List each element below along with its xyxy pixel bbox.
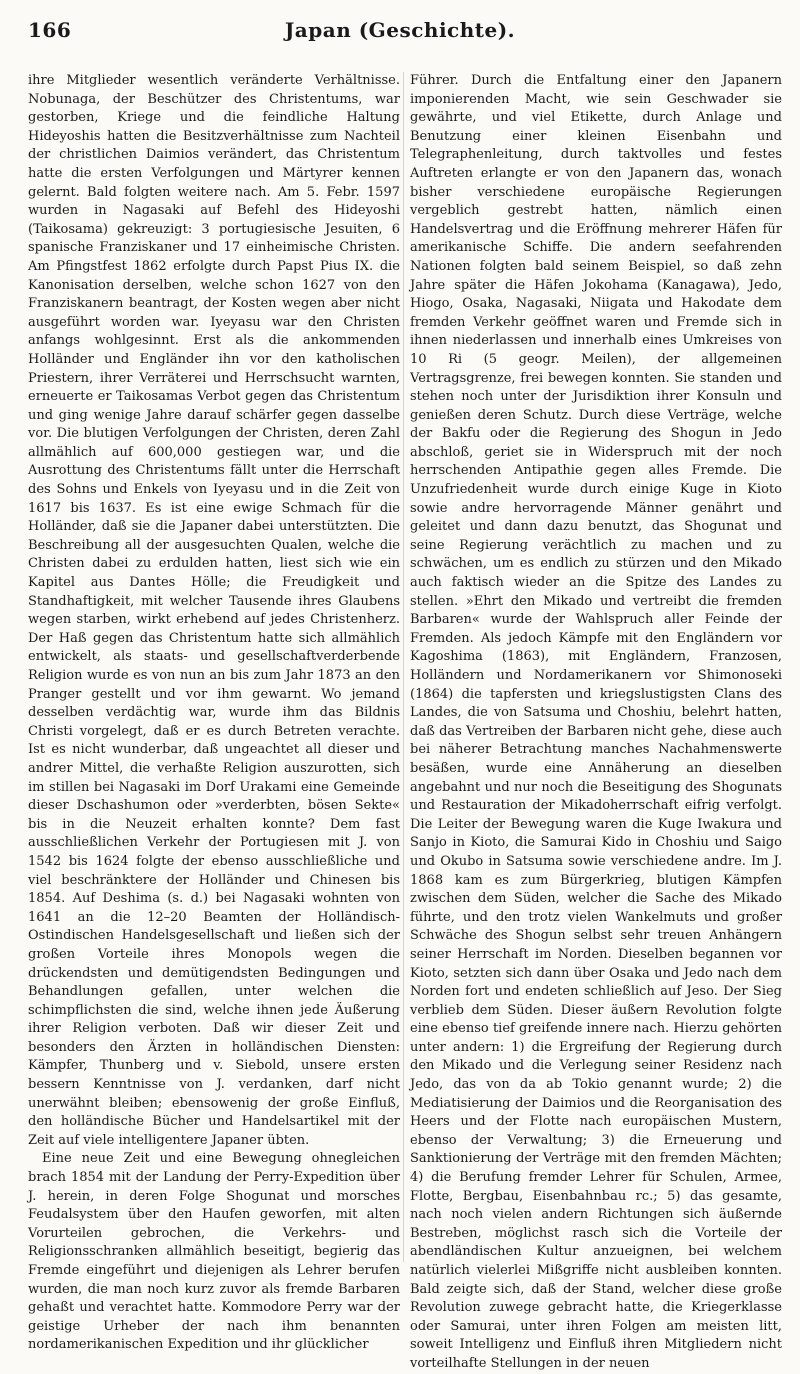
left-column [28,72,400,1355]
left-paragraph-1: ihre Mitglieder wesentlich veränderte Verhältnisse. Nobunaga, der Beschützer des Christentums, war gestorben, Kriege und die feindliche Haltung Hideyoshis hatten die Besitzverhältnisse zum Nachteil der christlichen Daimios verändert, das Christentum hatte die ersten Verfolgungen und Märtyrer kennen gelernt. Bald folgten weitere nach. Am 5. Febr. 1597 wurden in Nagasaki auf Befehl des Hideyoshi (Taikosama) gekreuzigt: 3 portugiesische Jesuiten, 6 spanische Franziskaner und 17 einheimische Christen. Am Pfingstfest 1862 erfolgte durch Papst Pius IX. die Kanonisation derselben, welche schon 1627 von den Franziskanern beantragt, der Kosten wegen aber nicht ausgeführt worden war. Iyeyasu war den Christen anfangs wohlgesinnt. Erst als die ankommenden Holländer und Engländer ihn vor den katholischen Priestern, ihrer Verräterei und Herrschsucht warnten, erneuerte er Taikosamas Verbot gegen das Christentum und ging wenige Jahre darauf schärfer gegen dasselbe vor. Die blutigen Verfolgungen der Christen, deren Zahl allmählich auf 600,000 gestiegen war, und die Ausrottung des Christentums fällt unter die Herrschaft des Sohns und Enkels von Iyeyasu und in die Zeit von 1617 bis 1637. Es ist eine ewige Schmach für die Holländer, daß sie die Japaner dabei unterstützten. Die Beschreibung all der ausgesuchten Qualen, welche die Christen dabei zu erdulden hatten, liest sich wie ein Kapitel aus Dantes Hölle; die Freudigkeit und Standhaftigkeit, mit welcher Tausende ihres Glaubens wegen starben, wirkt erhebend auf jedes Christenherz. Der Haß gegen das Christentum hatte sich allmählich entwickelt, als staats- und gesellschaftverderbende Religion wurde es von nun an bis zum Jahr 1873 an den Pranger gestellt und vor ihm gewarnt. Wo jemand desselben verdächtig war, wurde ihm das Bildnis Christi vorgelegt, daß er es durch Betreten verachte. Ist es nicht wunderbar, daß ungeachtet all dieser und andrer Mittel, die verhaßte Religion auszurotten, sich im stillen bei Nagasaki im Dorf Urakami eine Gemeinde dieser Dschashumon oder »verderbten, bösen Sekte« bis in die Neuzeit erhalten konnte? Dem fast ausschließlichen Verkehr der Portugiesen mit J. von 1542 bis 1624 folgte der ebenso ausschließliche und viel beschränktere der Holländer und Chinesen bis 1854. Auf Deshima (s. d.) bei Nagasaki wohnten von 1641 an die 12–20 Beamten der Holländisch-Ostindischen Handelsgesellschaft und ließen sich der großen Vorteile ihres Monopols wegen die drückendsten und demütigendsten Bedingungen und Behandlungen gefallen, unter welchen die schimpflichsten die sind, welche ihnen jede Äußerung ihrer Religion verboten. Daß wir dieser Zeit und besonders den Ärzten in holländischen Diensten: Kämpfer, Thunberg und v. Siebold, unsere ersten bessern Kenntnisse von J. verdanken, darf nicht unerwähnt bleiben; ebensowenig der große Einfluß, den holländische Bücher und Handelsartikel mit der Zeit auf viele intelligentere Japaner übten. [28,73,400,1148]
running-title: Japan (Geschichte). [284,18,516,42]
right-column [410,72,782,1374]
right-paragraph-1: Führer. Durch die Entfaltung einer den Japanern imponierenden Macht, wie sein Geschwader sie gewährte, und viel Etikette, durch Anlage und Benutzung einer kleinen Eisenbahn und Telegraphenleitung, durch taktvolles und festes Auftreten erlangte er von den Japanern das, wonach bisher verschiedene europäische Regierungen vergeblich gestrebt hatten, nämlich einen Handelsvertrag und die Eröffnung mehrerer Häfen für amerikanische Schiffe. Die andern seefahrenden Nationen folgten bald seinem Beispiel, so daß zehn Jahre später die Häfen Jokohama (Kanagawa), Jedo, Hiogo, Osaka, Nagasaki, Niigata und Hakodate dem fremden Verkehr geöffnet waren und Fremde sich in ihnen niederlassen und innerhalb eines Umkreises von 10 Ri (5 geogr. Meilen), der allgemeinen Vertragsgrenze, frei bewegen konnten. Sie standen und stehen noch unter der Jurisdiktion ihrer Konsuln und genießen deren Schutz. Durch diese Verträge, welche der Bakfu oder die Regierung des Shogun in Jedo abschloß, geriet sie in Widerspruch mit der noch herrschenden Antipathie gegen alles Fremde. Die Unzufriedenheit wurde durch einige Kuge in Kioto sowie andre hervorragende Männer genährt und geleitet und dann dazu benutzt, das Shogunat und seine Regierung verächtlich zu machen und zu schwächen, um es endlich zu stürzen und den Mikado auch faktisch wieder an die Spitze des Landes zu stellen. »Ehrt den Mikado und vertreibt die fremden Barbaren« wurde der Wahlspruch aller Feinde der Fremden. Als jedoch Kämpfe mit den Engländern vor Kagoshima (1863), mit Engländern, Franzosen, Holländern und Nordamerikanern vor Shimonoseki (1864) die tapfersten und kriegslustigsten Clans des Landes, die von Satsuma und Choshiu, belehrt hatten, daß das Vertreiben der Barbaren nicht gehe, diese auch bei näherer Betrachtung manches Nachahmenswerte besäßen, wurde eine Annäherung an dieselben angebahnt und nur noch die Beseitigung des Shogunats und Restauration der Mikadoherrschaft eifrig verfolgt. Die Leiter der Bewegung waren die Kuge Iwakura und Sanjo in Kioto, die Samurai Kido in Choshiu und Saigo und Okubo in Satsuma sowie verschiedene andre. Im J. 1868 kam es zum Bürgerkrieg, blutigen Kämpfen zwischen dem Süden, welcher die Sache des Mikado führte, und den trotz vielen Wankelmuts und großer Schwäche des Shogun selbst sehr treuen Anhängern seiner Herrschaft im Norden. Dieselben begannen vor Kioto, setzten sich dann über Osaka und Jedo nach dem Norden fort und endeten schließlich auf Jeso. Der Sieg verblieb dem Süden. Dieser äußern Revolution folgte eine ebenso tief greifende innere nach. Hierzu gehörten unter andern: 1) die Ergreifung der Regierung durch den Mikado und die Verlegung seiner Residenz nach Jedo, das von da ab Tokio genannt wurde; 2) die Mediatisierung der Daimios und die Reorganisation des Heers und der Flotte nach europäischen Mustern, ebenso der Verwaltung; 3) die Erneuerung und Sanktionierung der Verträge mit den fremden Mächten; 4) die Berufung fremder Lehrer für Schulen, Armee, Flotte, Bergbau, Eisenbahnbau rc.; 5) das gesamte, nach noch vielen andern Richtungen sich äußernde Bestreben, möglichst rasch sich die Vorteile der abendländischen Kultur anzueignen, bei welchem natürlich vielerlei Mißgriffe nicht ausbleiben konnten. Bald zeigte sich, daß der Stand, welcher diese große Revolution zuwege gebracht hatte, die Kriegerklasse oder Samurai, unter ihren Folgen am meisten litt, soweit Intelligenz und Einfluß ihren Mitgliedern nicht vorteilhafte Stellungen in der neuen [410,73,782,1371]
page-number: 166 [28,18,72,42]
left-paragraph-2: Eine neue Zeit und eine Bewegung ohnegleichen brach 1854 mit der Landung der Perry-Expedition über J. herein, in deren Folge Shogunat und morsches Feudalsystem über den Haufen geworfen, mit alten Vorurteilen gebrochen, die Verkehrs- und Religionsschranken allmählich beseitigt, begierig das Fremde eingeführt und diejenigen als Lehrer berufen wurden, die man noch kurz zuvor als fremde Barbaren gehaßt und verachtet hatte. Kommodore Perry war der geistige Urheber der nach ihm benannten nordamerikanischen Expedition und ihr glücklicher [28,1151,400,1353]
column-divider [403,72,404,1262]
page-header [28,18,772,48]
